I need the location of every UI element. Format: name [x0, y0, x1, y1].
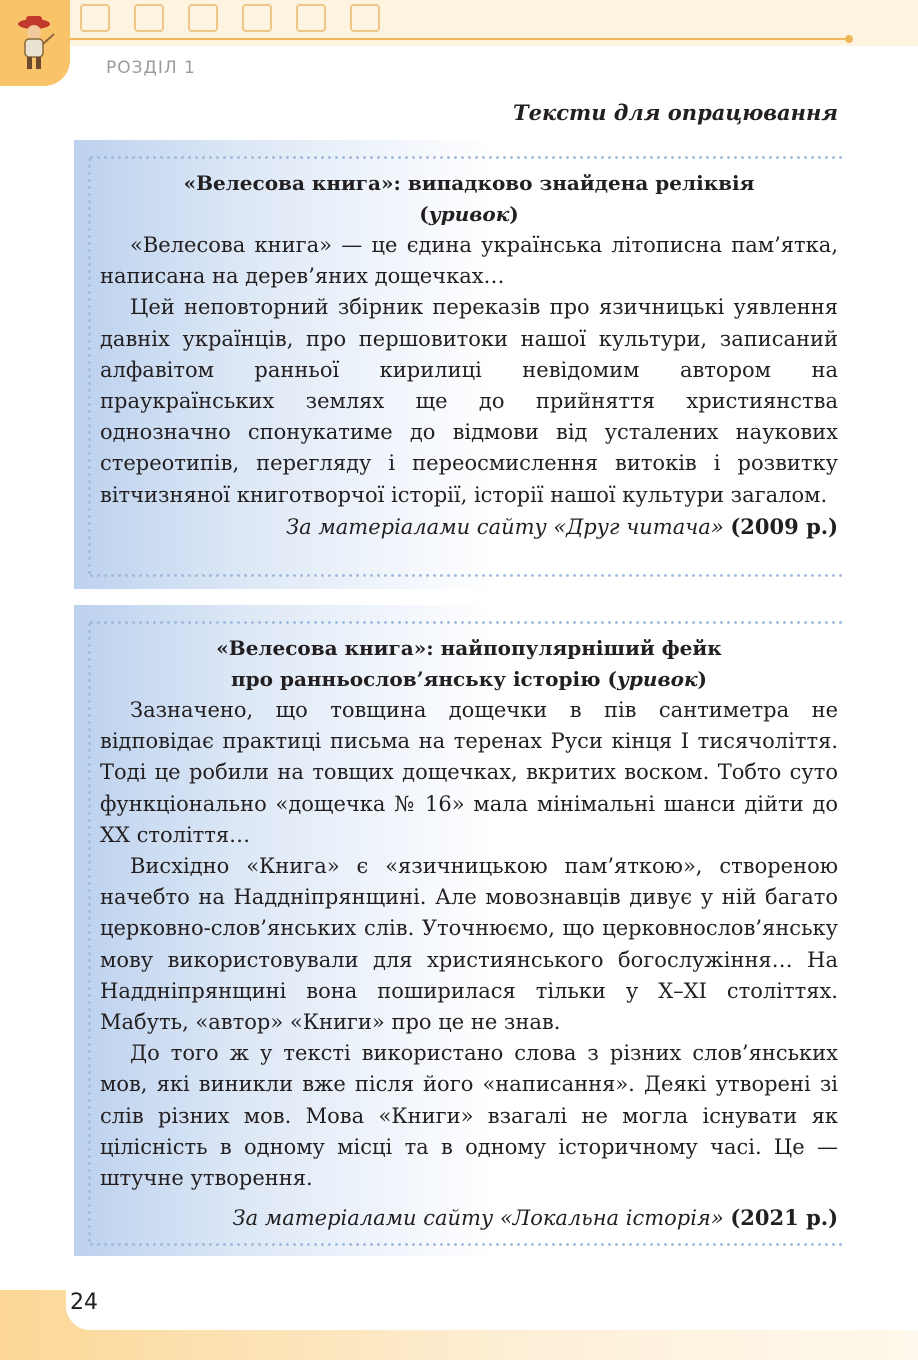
dotted-border-top [88, 621, 842, 624]
chest-icon [80, 4, 110, 32]
book-icon [296, 4, 326, 32]
source-citation: За матеріалами сайту «Друг читача» (2009 р.) [286, 513, 838, 539]
chapter-badge [0, 0, 70, 86]
paragraph: Цей неповторний збірник переказів про язичницькі уявлення давніх українців, про першовитоки нашої культури, записаний алфавітом ранньої кирилиці невідомим автором на праукраїнських землях ще до прийняття християнства однозначно спонукатиме до відмови від усталених наукових стереотипів, перегляду і переосмислення витоків і розвитку вітчизняної книготворчої історії, історії нашої культури загалом. [100, 295, 838, 507]
panel-2-content [100, 633, 838, 1234]
panel-1-title: «Велесова книга»: випадково знайдена реліквія (уривок) [183, 171, 755, 226]
explorer-icon [10, 12, 58, 72]
paragraph: «Велесова книга» — це єдина українська літописна пам’ятка, написана на дерев’яних дощечках… [100, 233, 838, 289]
page-heading: Тексти для опрацювання [513, 100, 838, 125]
pyramid-icon [350, 4, 380, 32]
amphora-icon [242, 4, 272, 32]
section-label: РОЗДІЛ 1 [106, 58, 196, 78]
dotted-border-bottom [88, 1243, 842, 1246]
footer-white-tab [66, 1282, 918, 1330]
text-panel-2 [74, 605, 842, 1256]
text-panel-1 [74, 140, 842, 589]
top-rule-dot [845, 35, 853, 43]
source-citation: За матеріалами сайту «Локальна історія» (2021 р.) [232, 1205, 838, 1231]
paragraph: Зазначено, що товщина дощечки в пів сантиметра не відповідає практиці письма на теренах Руси кінця I тисячоліття. Тоді це робили на товщих дощечках, вкритих воском. Тобто суто функціонально «дощечка № 16» мала мінімальні шанси дійти до XX століття… [100, 698, 838, 847]
museum-icon [134, 4, 164, 32]
paragraph: Висхідно «Книга» є «язичницькою пам’яткою», створеною начебто на Наддніпрянщині. Але мовознавців дивує у ній багато церковно-слов’янських слів. Уточнюємо, що церковнослов’янську мову використовували для християнського богослужіння… На Наддніпрянщині вона поширилася тільки у X–XI століттях. Мабуть, «автор» «Книги» про це не знав. [100, 854, 838, 1035]
dotted-border-bottom [88, 574, 842, 577]
top-rule [62, 38, 850, 40]
crown-icon [188, 4, 218, 32]
paragraph: До того ж у тексті використано слова з різних слов’янських мов, які виникли вже після його «написання». Деякі утворені зі слів різних мов. Мова «Книги» взагалі не могла існувати як цілісність в одному місці та в одному історичному часі. Це — штучне утворення. [100, 1041, 838, 1191]
dotted-border-left [88, 621, 91, 1246]
history-icons-strip [80, 4, 380, 34]
panel-1-content [100, 168, 838, 543]
dotted-border-top [88, 156, 842, 159]
page-number: 24 [70, 1290, 98, 1315]
panel-2-title: «Велесова книга»: найпопулярніший фейк про ранньослов’янську історію (уривок) [216, 636, 722, 691]
dotted-border-left [88, 156, 91, 577]
